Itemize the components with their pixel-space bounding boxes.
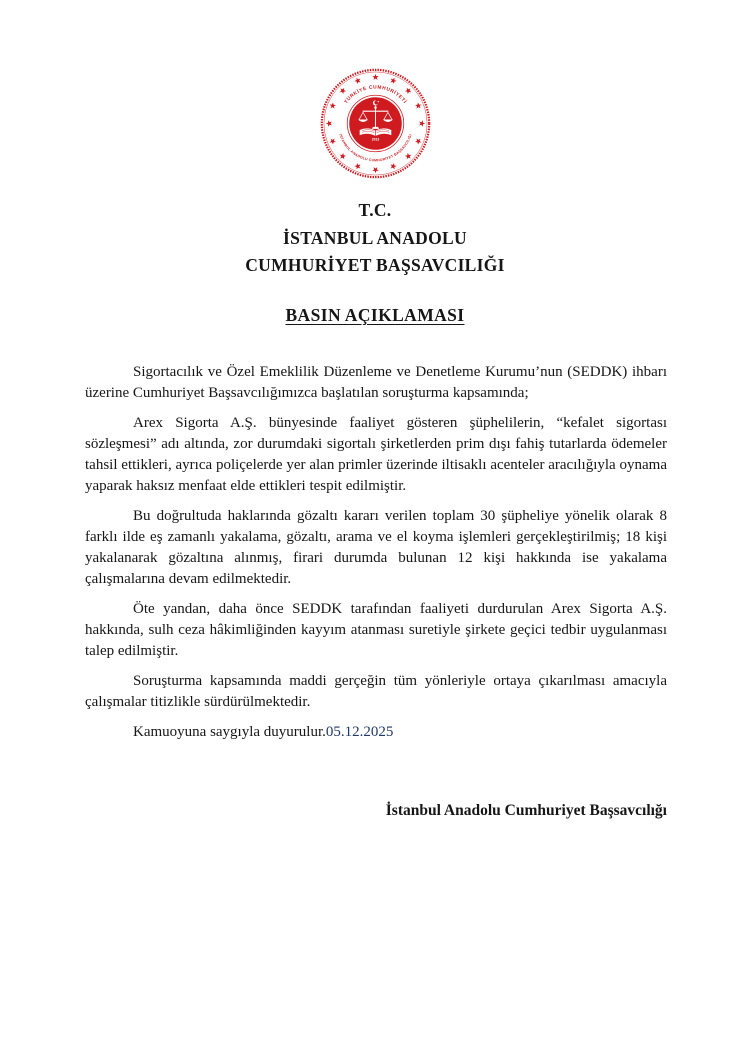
justice-scales-emblem-icon xyxy=(319,67,432,180)
emblem-bottom-arc-text: İSTANBUL ANADOLU CUMHURİYET BAŞSAVCILIĞI xyxy=(338,133,413,163)
press-release-title: BASIN AÇIKLAMASI xyxy=(285,305,465,325)
letterhead-line-1: T.C. xyxy=(358,200,392,220)
signature-office-name: İstanbul Anadolu Cumhuriyet Başsavcılığı xyxy=(385,802,667,819)
letterhead xyxy=(0,197,750,280)
paragraph-3: Bu doğrultuda haklarında gözaltı kararı verilen toplam 30 şüpheliye yönelik olarak 8 farklı ilde eş zamanlı yakalama, gözaltı, arama ve el koyma işlemleri gerçekleştirilmiş; 18 kişi yakalanarak gözaltına alınmış, firari durumda bulunan 12 kişi hakkında ise yakalama çalışmalarına devam edilmektedir. xyxy=(85,508,667,587)
emblem-year: 2013 xyxy=(371,137,380,142)
paragraph-1: Sigortacılık ve Özel Emeklilik Düzenleme ve Denetleme Kurumu’nun (SEDDK) ihbarı üzerine Cumhuriyet Başsavcılığımızca başlatılan soruşturma kapsamında; xyxy=(85,364,667,401)
emblem-top-arc-text: TÜRKİYE CUMHURİYETİ xyxy=(344,85,407,106)
paragraph-5: Soruşturma kapsamında maddi gerçeğin tüm yönleriyle ortaya çıkarılması amacıyla çalışmalar titizlikle sürdürülmektedir. xyxy=(85,673,667,710)
press-release-body xyxy=(85,362,667,752)
letterhead-line-3: CUMHURİYET BAŞSAVCILIĞI xyxy=(245,255,505,275)
paragraph-2: Arex Sigorta A.Ş. bünyesinde faaliyet gösteren şüphelilerin, “kefalet sigortası sözleşmesi” adı altında, zor durumdaki sigortalı şirketlerden prim dışı fahiş tutarlarda ödemeler tahsil ettikleri, ayrıca poliçelerde yer alan primler üzerinde iltisaklı acenteler aracılığıyla oynama yaparak haksız menfaat elde ettikleri tespit edilmiştir. xyxy=(85,415,667,494)
press-release-date: 05.12.2025 xyxy=(325,724,394,740)
closing-text: Kamuoyuna saygıyla duyurulur. xyxy=(133,724,326,740)
letterhead-line-2: İSTANBUL ANADOLU xyxy=(283,227,467,248)
paragraph-4: Öte yandan, daha önce SEDDK tarafından faaliyeti durdurulan Arex Sigorta A.Ş. hakkında, sulh ceza hâkimliğinden kayyım atanması suretiyle şirkete geçici tedbir uygulanması talep edilmiştir. xyxy=(85,601,667,659)
closing-line xyxy=(85,722,667,743)
prosecutor-office-emblem xyxy=(319,67,432,180)
